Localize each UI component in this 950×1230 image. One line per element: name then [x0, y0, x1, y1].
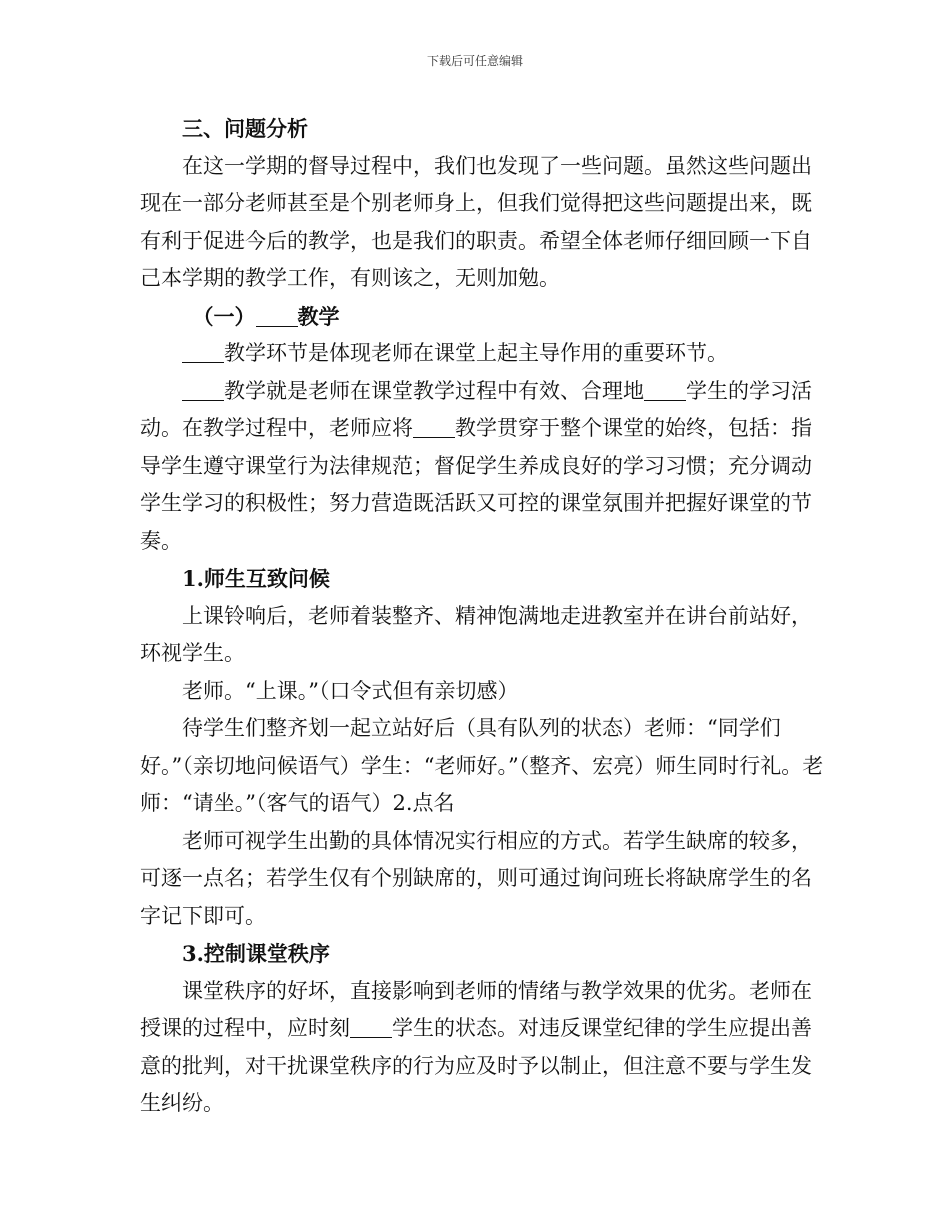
paragraph: 上课铃响后，老师着装整齐、精神饱满地走进教室并在讲台前站好，环视学生。 [140, 603, 812, 665]
blank-underline [182, 379, 224, 401]
paragraph [140, 335, 830, 373]
subsection-prefix: （一） [192, 303, 256, 329]
document-body [140, 110, 830, 1123]
paragraph: 老师。“上课。”（口令式但有亲切感） [182, 678, 519, 703]
blank-underline [413, 416, 455, 438]
paragraph [140, 373, 830, 561]
item-heading: 3.控制课堂秩序 [182, 941, 330, 966]
blank-underline [350, 1016, 392, 1038]
paragraph: 老师可视学生出勤的具体情况实行相应的方式。若学生缺席的较多，可逐一点名；若学生仅有个别缺席的，则可通过询问班长将缺席学生的名字记下即可。 [140, 828, 812, 928]
paragraph-text: 课堂秩序的好坏，直接影响到老师的情绪与教学效果的优劣。老师在授课的过程中，应时刻 [140, 978, 812, 1040]
subsection-heading [140, 298, 830, 336]
section-heading: 三、问题分析 [182, 116, 308, 141]
paragraph-text: 教学就是老师在课堂教学过程中有效、合理地 [224, 378, 644, 403]
paragraph: 待学生们整齐划一起立站好后（具有队列的状态）老师：“同学们好。”（亲切地问候语气）学生：“老师好。”（整齐、宏亮）师生同时行礼。老师：“请坐。”（客气的语气）2.点名 [140, 716, 824, 815]
paragraph-text: 学生的状态。对违反课堂纪律的学生应提出善意的批判，对干扰课堂秩序的行为应及时予以制止，但注意不要与学生发生纠纷。 [140, 1016, 812, 1115]
blank-underline [256, 305, 298, 327]
item-heading: 1.师生互致问候 [182, 566, 330, 591]
page-header: 下载后可任意编辑 [426, 54, 523, 68]
paragraph-text: 教学贯穿于整个课堂的始终，包括：指导学生遵守课堂行为法律规范；督促学生养成良好的学习习惯；充分调动学生学习的积极性；努力营造既活跃又可控的课堂氛围并把握好课堂的节奏。 [140, 416, 812, 553]
paragraph [140, 973, 830, 1123]
blank-underline [644, 379, 686, 401]
blank-underline [182, 341, 224, 363]
paragraph-text: 学生的学习活动。在教学过程中，老师应将 [140, 378, 812, 440]
paragraph-text: 教学环节是体现老师在课堂上起主导作用的重要环节。 [224, 341, 728, 365]
subsection-suffix: 教学 [297, 303, 340, 329]
paragraph-intro: 在这一学期的督导过程中，我们也发现了一些问题。虽然这些问题出现在一部分老师甚至是个别老师身上，但我们觉得把这些问题提出来，既有利于促进今后的教学，也是我们的职责。希望全体老师仔细回顾一下自己本学期的教学工作，有则该之，无则加勉。 [140, 153, 812, 290]
